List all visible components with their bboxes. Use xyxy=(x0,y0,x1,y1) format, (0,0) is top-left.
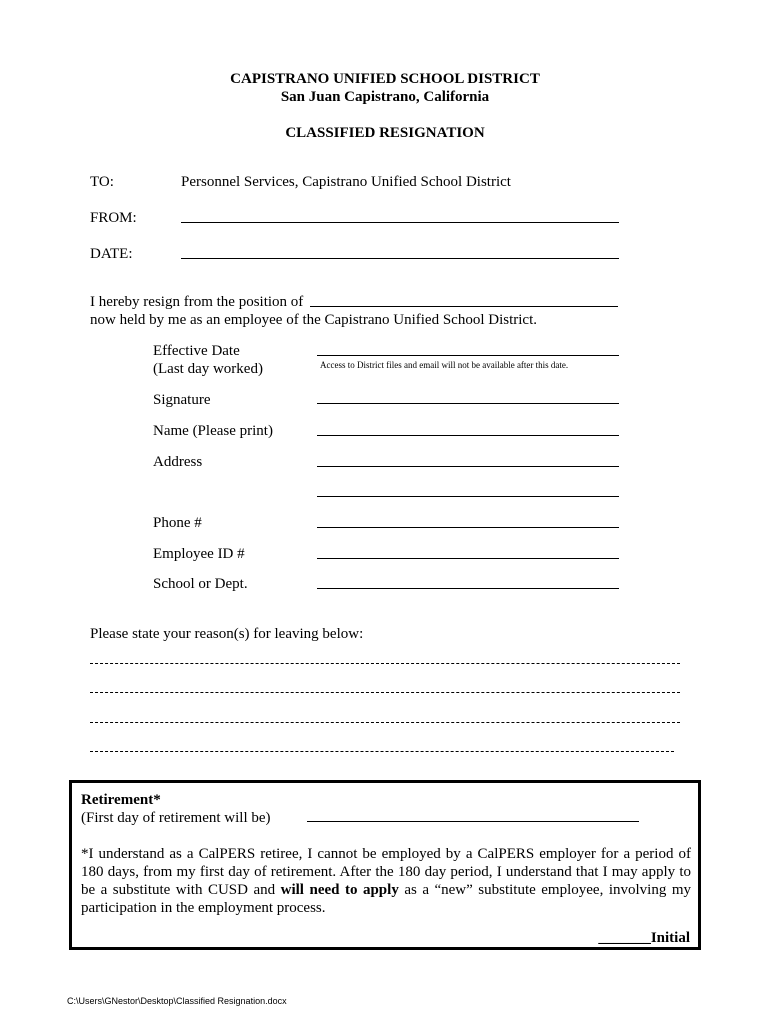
calpers-notice xyxy=(81,845,691,917)
reason-line-1[interactable] xyxy=(90,663,680,664)
retirement-title: Retirement* xyxy=(81,792,161,808)
position-field[interactable] xyxy=(310,306,618,307)
reason-line-4[interactable] xyxy=(90,751,674,752)
address-label: Address xyxy=(153,454,203,470)
district-name: CAPISTRANO UNIFIED SCHOOL DISTRICT xyxy=(230,71,540,87)
resign-statement: I hereby resign from the position of xyxy=(90,294,304,310)
from-label: FROM: xyxy=(90,210,137,226)
district-location: San Juan Capistrano, California xyxy=(280,89,490,105)
resign-statement-continued: now held by me as an employee of the Capistrano Unified School District. xyxy=(90,312,537,328)
effective-date-field[interactable] xyxy=(317,355,619,356)
calpers-notice-text: *I understand as a CalPERS retiree, I cannot be employed by a CalPERS employer for a period of 180 days, from my first day of retirement. After the 180 day period, I understand that I may apply to be a substitute with CUSD and xyxy=(81,846,691,898)
signature-label: Signature xyxy=(153,392,211,408)
calpers-notice-text-end: as a “new” substitute employee, involving my participation in the employment process. xyxy=(81,882,691,916)
employee-id-label: Employee ID # xyxy=(153,546,245,562)
from-field[interactable] xyxy=(181,222,619,223)
employee-id-field[interactable] xyxy=(317,558,619,559)
to-value: Personnel Services, Capistrano Unified School District xyxy=(181,174,511,190)
reason-line-2[interactable] xyxy=(90,692,680,693)
name-field[interactable] xyxy=(317,435,619,436)
to-label: TO: xyxy=(90,174,114,190)
name-label: Name (Please print) xyxy=(153,423,273,439)
date-label: DATE: xyxy=(90,246,133,262)
last-day-label: (Last day worked) xyxy=(153,361,263,377)
initial-blank[interactable]: _______ xyxy=(598,930,651,946)
file-path-footer: C:\Users\GNestor\Desktop\Classified Resignation.docx xyxy=(67,996,287,1006)
effective-date-label: Effective Date xyxy=(153,343,240,359)
access-note: Access to District files and email will not be available after this date. xyxy=(320,360,569,370)
signature-field[interactable] xyxy=(317,403,619,404)
retirement-subtitle: (First day of retirement will be) xyxy=(81,810,271,826)
address-field-line2[interactable] xyxy=(317,496,619,497)
school-label: School or Dept. xyxy=(153,576,248,592)
school-field[interactable] xyxy=(317,588,619,589)
form-title: CLASSIFIED RESIGNATION xyxy=(285,125,485,141)
retirement-date-field[interactable] xyxy=(307,821,639,822)
initial-label: Initial xyxy=(650,930,690,946)
calpers-notice-emphasis: will need to apply xyxy=(280,882,399,898)
phone-field[interactable] xyxy=(317,527,619,528)
date-field[interactable] xyxy=(181,258,619,259)
phone-label: Phone # xyxy=(153,515,202,531)
reasons-prompt: Please state your reason(s) for leaving below: xyxy=(90,626,364,642)
initial-field[interactable] xyxy=(598,929,690,947)
reason-line-3[interactable] xyxy=(90,722,680,723)
address-field-line1[interactable] xyxy=(317,466,619,467)
